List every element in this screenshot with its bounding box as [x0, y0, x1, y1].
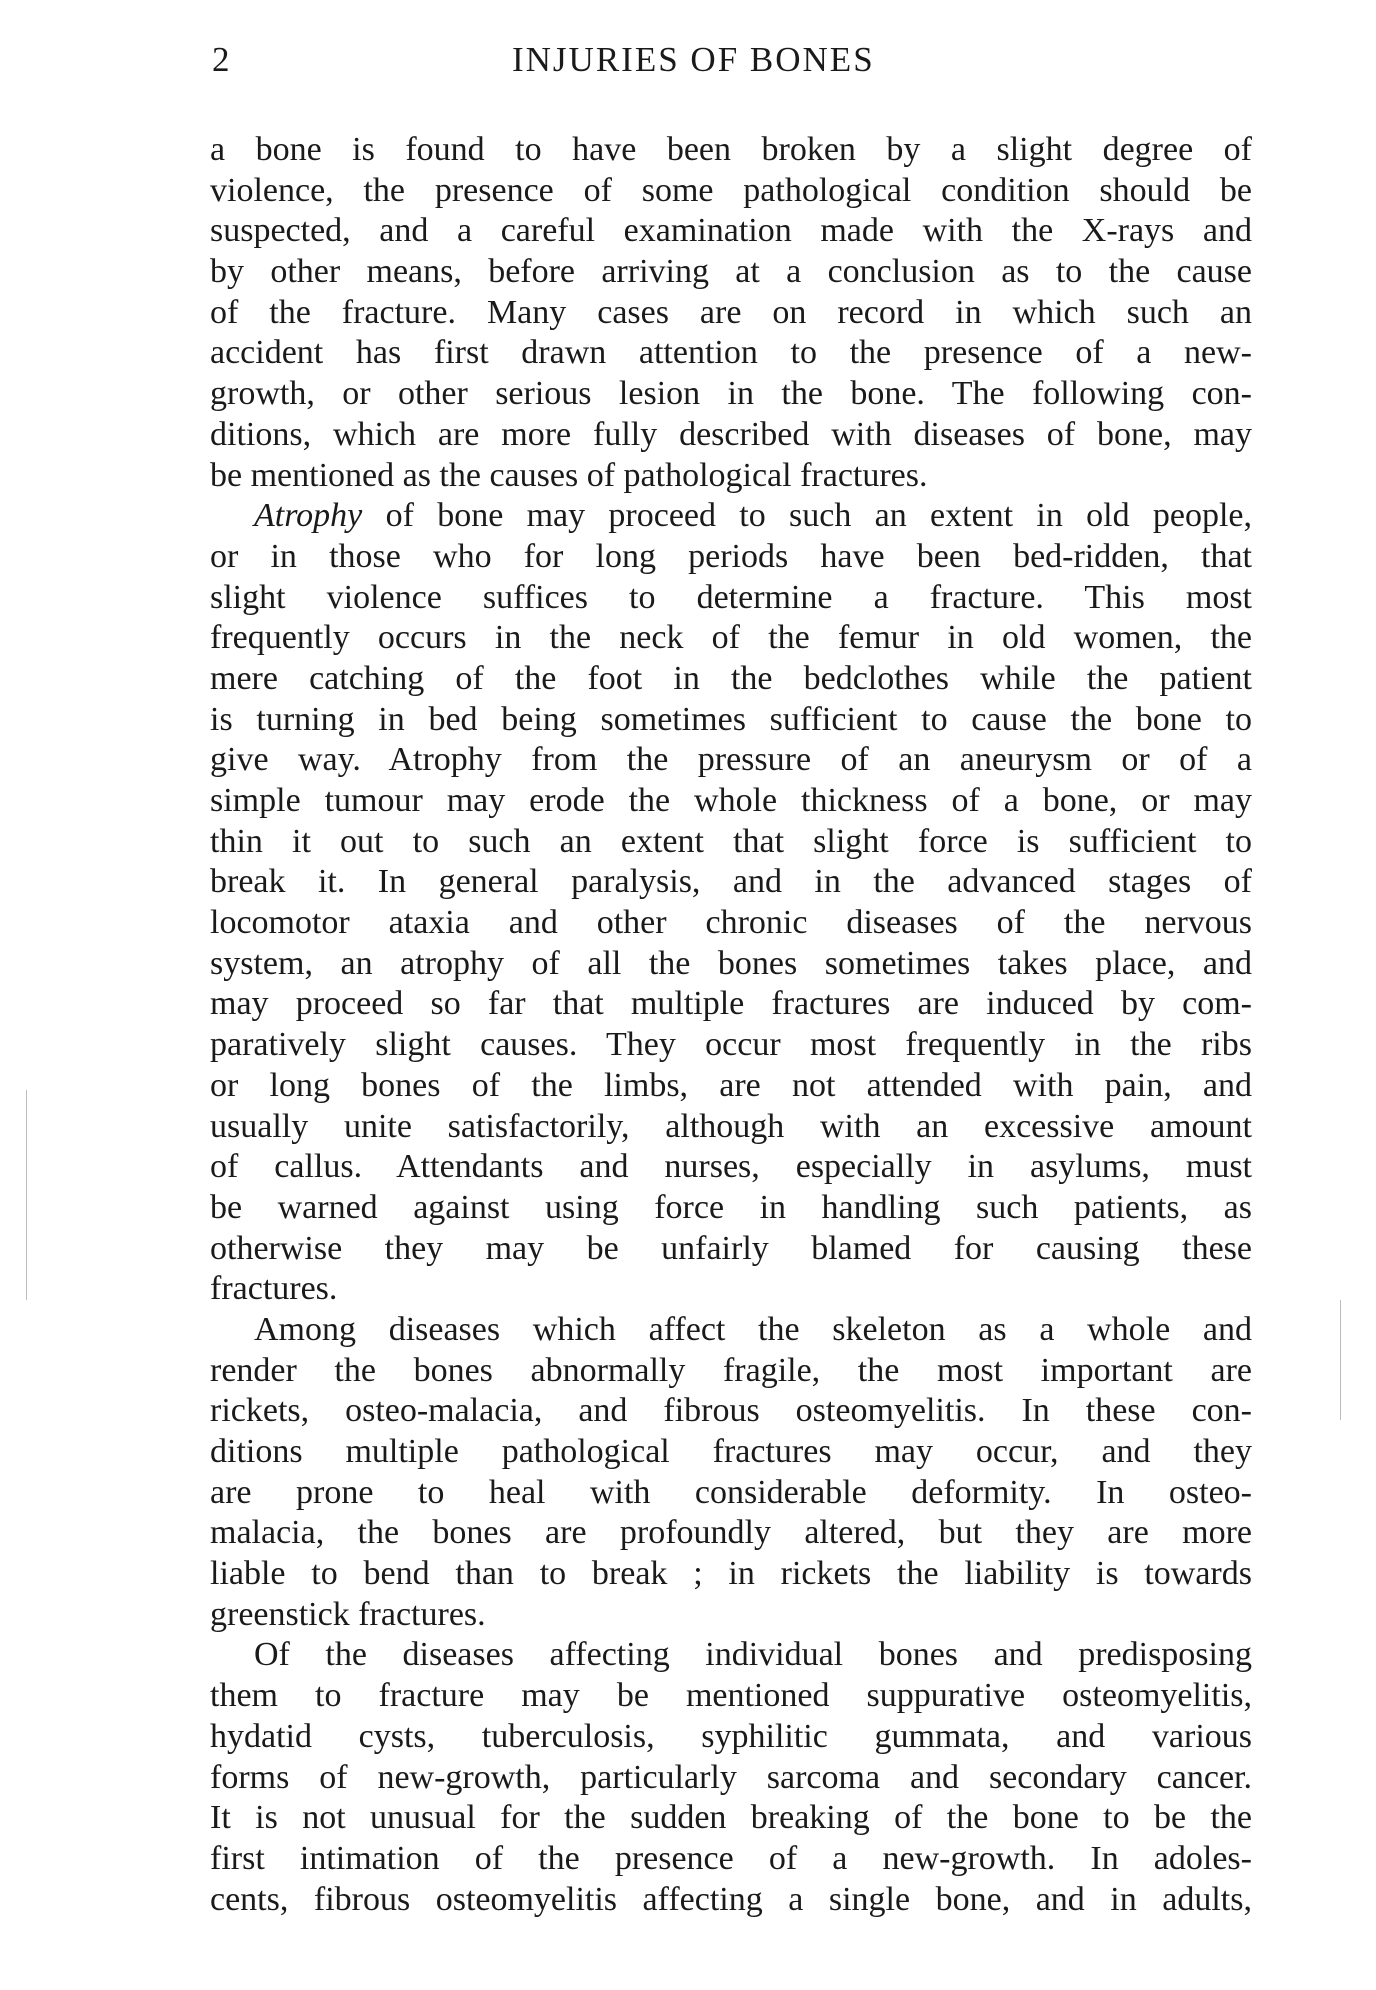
text-line: a bone is found to have been broken by a slight degree of	[210, 131, 1252, 168]
paragraph-3	[210, 1310, 1252, 1636]
paragraph-1	[210, 130, 1252, 496]
text-line	[210, 496, 1252, 537]
italic-term: Atrophy	[254, 497, 363, 535]
text-line: by other means, before arriving at a conclusion as to the cause	[210, 253, 1252, 291]
text-line: render the bones abnormally fragile, the most important are	[210, 1351, 1252, 1389]
text-line: paratively slight causes. They occur most frequently in the ribs	[210, 1026, 1252, 1064]
text-line: is turning in bed being sometimes sufficient to cause the bone to	[210, 700, 1252, 738]
running-title: INJURIES OF BONES	[512, 40, 875, 79]
text-line: thin it out to such an extent that slight force is sufficient to	[210, 822, 1252, 860]
text-line: break it. In general paralysis, and in the advanced stages of	[210, 863, 1252, 901]
text-line: hydatid cysts, tuberculosis, syphilitic gummata, and various	[210, 1717, 1252, 1755]
text-line: Among diseases which affect the skeleton as a whole and	[254, 1310, 1252, 1348]
text-line: It is not unusual for the sudden breaking of the bone to be the	[210, 1799, 1252, 1837]
text-line: of the fracture. Many cases are on record in which such an	[210, 293, 1252, 331]
text-line: ditions multiple pathological fractures may occur, and they	[210, 1433, 1252, 1470]
text-line: first intimation of the presence of a new-growth. In adoles-	[210, 1839, 1252, 1877]
body-text	[210, 130, 1252, 1920]
text-line: forms of new-growth, particularly sarcoma and secondary cancer.	[210, 1758, 1252, 1796]
text-line: rickets, osteo-malacia, and fibrous osteomyelitis. In these con-	[210, 1392, 1252, 1430]
text-line: locomotor ataxia and other chronic diseases of the nervous	[210, 904, 1252, 942]
text-line: usually unite satisfactorily, although with an excessive amount	[210, 1107, 1252, 1145]
page-number: 2	[212, 40, 231, 79]
text-line: mere catching of the foot in the bedclothes while the patient	[210, 659, 1252, 697]
scan-mark-left	[26, 1090, 27, 1300]
text-line: slight violence suffices to determine a fracture. This most	[210, 578, 1252, 616]
running-head	[212, 40, 1252, 88]
text-line-rest: of bone may proceed to such an extent in old people,	[362, 497, 1252, 535]
scan-mark-right	[1340, 1300, 1341, 1420]
text-line: are prone to heal with considerable deformity. In osteo-	[210, 1473, 1252, 1511]
paragraph-4	[210, 1635, 1252, 1920]
text-line: simple tumour may erode the whole thickness of a bone, or may	[210, 782, 1252, 819]
text-line: be warned against using force in handling such patients, as	[210, 1188, 1252, 1226]
text-line: of callus. Attendants and nurses, especially in asylums, must	[210, 1148, 1252, 1186]
text-line: cents, fibrous osteomyelitis affecting a single bone, and in adults,	[210, 1880, 1252, 1918]
text-line: otherwise they may be unfairly blamed for causing these	[210, 1229, 1252, 1267]
text-line: may proceed so far that multiple fractures are induced by com-	[210, 985, 1252, 1023]
text-line: Of the diseases affecting individual bones and predisposing	[254, 1636, 1252, 1674]
text-line: violence, the presence of some pathological condition should be	[210, 171, 1252, 209]
text-line: or in those who for long periods have been bed-ridden, that	[210, 537, 1252, 575]
text-line: fractures.	[210, 1270, 338, 1308]
text-line: them to fracture may be mentioned suppurative osteomyelitis,	[210, 1677, 1252, 1715]
text-line: system, an atrophy of all the bones sometimes takes place, and	[210, 944, 1252, 982]
text-line: liable to bend than to break ; in rickets the liability is towards	[210, 1555, 1252, 1593]
paragraph-2	[210, 496, 1252, 1310]
text-line: or long bones of the limbs, are not attended with pain, and	[210, 1066, 1252, 1104]
text-line: be mentioned as the causes of pathological fractures.	[210, 456, 928, 494]
text-line: frequently occurs in the neck of the femur in old women, the	[210, 619, 1252, 657]
text-line: greenstick fractures.	[210, 1595, 486, 1633]
text-line: give way. Atrophy from the pressure of an aneurysm or of a	[210, 741, 1252, 779]
text-line: accident has first drawn attention to the presence of a new-	[210, 334, 1252, 372]
text-line: ditions, which are more fully described with diseases of bone, may	[210, 415, 1252, 453]
text-line: growth, or other serious lesion in the bone. The following con-	[210, 375, 1252, 413]
text-line: suspected, and a careful examination made with the X-rays and	[210, 212, 1252, 250]
text-line: malacia, the bones are profoundly altered, but they are more	[210, 1514, 1252, 1552]
